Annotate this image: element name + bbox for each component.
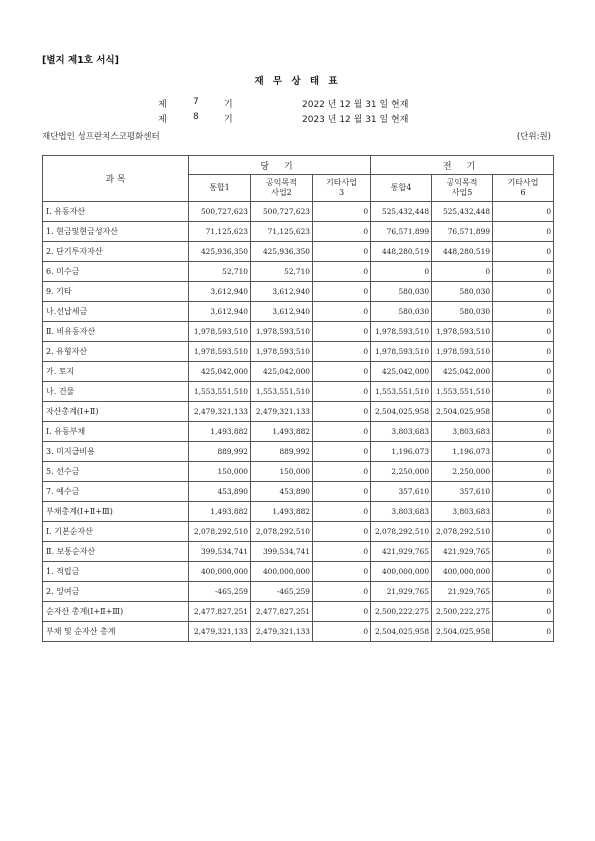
table-row [43,262,554,282]
amount-cell: 0 [493,282,554,302]
table-row [43,362,554,382]
amount-cell: 421,929,765 [432,542,493,562]
row-label: 2. 유형자산 [43,342,189,362]
amount-cell: 453,890 [189,482,251,502]
table-row [43,282,554,302]
period-prefix: 제 [158,115,167,125]
amount-cell: 399,534,741 [189,542,251,562]
form-label: [별지 제1호 서식] [42,55,119,66]
table-row [43,202,554,222]
amount-cell: 525,432,448 [371,202,432,222]
amount-cell: 1,978,593,510 [251,342,313,362]
amount-cell: 1,553,551,510 [432,382,493,402]
amount-cell: 0 [313,502,371,522]
amount-cell: 0 [313,382,371,402]
table-row [43,322,554,342]
amount-cell: 0 [493,502,554,522]
amount-cell: 0 [313,362,371,382]
amount-cell: 2,250,000 [371,462,432,482]
amount-cell: 0 [313,582,371,602]
amount-cell: 0 [313,522,371,542]
table-row [43,442,554,462]
amount-cell: 425,936,350 [251,242,313,262]
amount-cell: 889,992 [251,442,313,462]
amount-cell: 0 [493,402,554,422]
amount-cell: 2,500,222,275 [371,602,432,622]
amount-cell: 0 [313,322,371,342]
amount-cell: 357,610 [371,482,432,502]
amount-cell: 0 [313,482,371,502]
table-row [43,402,554,422]
row-label: 9. 기타 [43,282,189,302]
amount-cell: -465,259 [189,582,251,602]
period-date: 2022 년 12 월 31 일 현재 [302,100,409,110]
row-label: 1. 현금및현금성자산 [43,222,189,242]
amount-cell: 2,078,292,510 [371,522,432,542]
period-number: 8 [193,112,199,122]
table-row [43,542,554,562]
amount-cell: 448,280,519 [371,242,432,262]
amount-cell: 0 [313,462,371,482]
amount-cell: 1,978,593,510 [371,342,432,362]
table-row [43,422,554,442]
amount-cell: 71,125,623 [189,222,251,242]
amount-cell: 580,030 [432,282,493,302]
amount-cell: 425,936,350 [189,242,251,262]
table-row [43,522,554,542]
amount-cell: 2,078,292,510 [251,522,313,542]
row-label: 3. 미지급비용 [43,442,189,462]
amount-cell: 52,710 [189,262,251,282]
amount-cell: 2,078,292,510 [432,522,493,542]
row-label: 5. 선수금 [43,462,189,482]
amount-cell: 3,612,940 [189,282,251,302]
row-label: 자산총계(Ⅰ+Ⅱ) [43,402,189,422]
previous-period-header: 전 기 [371,156,554,175]
amount-cell: 3,803,683 [371,422,432,442]
row-label: 나. 건물 [43,382,189,402]
table-row [43,502,554,522]
amount-cell: 1,978,593,510 [432,322,493,342]
period-row-previous [0,112,595,126]
column-header: 기타사업 3 [313,175,371,202]
column-header: 공익목적 사업5 [432,175,493,202]
organization-name: 재단법인 성프란치스코평화센터 [42,132,160,142]
amount-cell: 1,978,593,510 [371,322,432,342]
amount-cell: 0 [313,562,371,582]
amount-cell: 357,610 [432,482,493,502]
amount-cell: 0 [493,222,554,242]
amount-cell: 0 [493,382,554,402]
amount-cell: 1,553,551,510 [251,382,313,402]
amount-cell: 3,612,940 [189,302,251,322]
amount-cell: 0 [493,422,554,442]
amount-cell: 0 [493,362,554,382]
row-label: Ⅰ. 유동자산 [43,202,189,222]
amount-cell: 580,030 [371,302,432,322]
amount-cell: 399,534,741 [251,542,313,562]
table-row [43,302,554,322]
amount-cell: 2,078,292,510 [189,522,251,542]
amount-cell: 425,042,000 [371,362,432,382]
amount-cell: 150,000 [189,462,251,482]
amount-cell: 1,978,593,510 [432,342,493,362]
row-label: Ⅰ. 유동부채 [43,422,189,442]
table-row [43,382,554,402]
amount-cell: 0 [493,602,554,622]
amount-cell: 2,479,321,133 [251,622,313,642]
amount-cell: 453,890 [251,482,313,502]
table-row [43,482,554,502]
row-label: Ⅱ. 보통순자산 [43,542,189,562]
amount-cell: 0 [493,242,554,262]
amount-cell: 0 [313,282,371,302]
row-label: 가. 토지 [43,362,189,382]
table-row [43,582,554,602]
amount-cell: 1,493,882 [251,422,313,442]
row-label: 7. 예수금 [43,482,189,502]
amount-cell: 425,042,000 [251,362,313,382]
row-label: 1. 적립금 [43,562,189,582]
column-header: 통합1 [189,175,251,202]
amount-cell: 0 [313,442,371,462]
amount-cell: 21,929,765 [371,582,432,602]
category-header: 과 목 [43,156,189,202]
document-title: 재 무 상 태 표 [254,76,341,87]
amount-cell: 0 [313,542,371,562]
amount-cell: 400,000,000 [371,562,432,582]
amount-cell: 0 [313,402,371,422]
amount-cell: 0 [493,462,554,482]
amount-cell: 0 [493,342,554,362]
amount-cell: 1,978,593,510 [189,322,251,342]
amount-cell: 0 [313,242,371,262]
amount-cell: 580,030 [371,282,432,302]
amount-cell: 3,803,683 [432,502,493,522]
amount-cell: 0 [432,262,493,282]
period-suffix: 기 [224,115,233,125]
period-date: 2023 년 12 월 31 일 현재 [302,115,409,125]
table-row [43,342,554,362]
amount-cell: 1,493,882 [189,422,251,442]
amount-cell: 0 [313,422,371,442]
amount-cell: 0 [313,622,371,642]
amount-cell: 425,042,000 [432,362,493,382]
row-label: 2. 잉여금 [43,582,189,602]
table-row [43,622,554,642]
amount-cell: 400,000,000 [189,562,251,582]
amount-cell: 2,250,000 [432,462,493,482]
amount-cell: 0 [313,222,371,242]
unit-label: (단위:원) [516,132,551,142]
table-row [43,602,554,622]
amount-cell: 0 [313,602,371,622]
amount-cell: 0 [493,542,554,562]
table-row [43,222,554,242]
amount-cell: 448,280,519 [432,242,493,262]
amount-cell: 889,992 [189,442,251,462]
current-period-header: 당 기 [189,156,371,175]
row-label: 6. 미수금 [43,262,189,282]
column-header: 기타사업 6 [493,175,554,202]
column-header: 통합4 [371,175,432,202]
amount-cell: 425,042,000 [189,362,251,382]
column-header: 공익목적 사업2 [251,175,313,202]
amount-cell: 1,196,073 [371,442,432,462]
amount-cell: 0 [313,302,371,322]
amount-cell: 1,978,593,510 [251,322,313,342]
amount-cell: 3,803,683 [371,502,432,522]
amount-cell: 1,493,882 [189,502,251,522]
amount-cell: 0 [493,562,554,582]
amount-cell: 3,612,940 [251,282,313,302]
period-number: 7 [193,97,199,107]
amount-cell: 0 [493,622,554,642]
amount-cell: 0 [493,582,554,602]
amount-cell: 3,612,940 [251,302,313,322]
amount-cell: 2,504,025,958 [432,622,493,642]
table-row [43,462,554,482]
amount-cell: 580,030 [432,302,493,322]
amount-cell: 0 [493,302,554,322]
amount-cell: 0 [313,342,371,362]
row-label: Ⅱ. 비유동자산 [43,322,189,342]
amount-cell: 0 [493,482,554,502]
amount-cell: 2,479,321,133 [251,402,313,422]
amount-cell: 3,803,683 [432,422,493,442]
amount-cell: 2,504,025,958 [371,622,432,642]
amount-cell: 400,000,000 [251,562,313,582]
amount-cell: 1,493,882 [251,502,313,522]
amount-cell: 2,477,827,251 [251,602,313,622]
amount-cell: 525,432,448 [432,202,493,222]
table-row [43,562,554,582]
amount-cell: 2,479,321,133 [189,622,251,642]
row-label: 순자산 총계(Ⅰ+Ⅱ+Ⅲ) [43,602,189,622]
amount-cell: 400,000,000 [432,562,493,582]
amount-cell: 500,727,623 [251,202,313,222]
amount-cell: 52,710 [251,262,313,282]
amount-cell: 1,553,551,510 [371,382,432,402]
amount-cell: 0 [493,442,554,462]
row-label: 부채총계(Ⅰ+Ⅱ+Ⅲ) [43,502,189,522]
amount-cell: 0 [493,322,554,342]
amount-cell: 1,553,551,510 [189,382,251,402]
amount-cell: -465,259 [251,582,313,602]
amount-cell: 0 [493,522,554,542]
amount-cell: 0 [313,262,371,282]
amount-cell: 0 [493,262,554,282]
row-label: 나.선납세금 [43,302,189,322]
amount-cell: 421,929,765 [371,542,432,562]
amount-cell: 1,196,073 [432,442,493,462]
amount-cell: 21,929,765 [432,582,493,602]
row-label: 부채 및 순자산 총계 [43,622,189,642]
amount-cell: 2,479,321,133 [189,402,251,422]
period-row-current [0,97,595,111]
amount-cell: 1,978,593,510 [189,342,251,362]
table-row [43,242,554,262]
row-label: Ⅰ. 기본순자산 [43,522,189,542]
amount-cell: 0 [313,202,371,222]
amount-cell: 76,571,899 [432,222,493,242]
amount-cell: 2,504,025,958 [371,402,432,422]
amount-cell: 500,727,623 [189,202,251,222]
amount-cell: 0 [371,262,432,282]
amount-cell: 150,000 [251,462,313,482]
amount-cell: 0 [493,202,554,222]
amount-cell: 76,571,899 [371,222,432,242]
amount-cell: 71,125,623 [251,222,313,242]
period-prefix: 제 [158,100,167,110]
row-label: 2. 단기투자자산 [43,242,189,262]
financial-statement-table [42,155,554,642]
amount-cell: 2,504,025,958 [432,402,493,422]
amount-cell: 2,477,827,251 [189,602,251,622]
amount-cell: 2,500,222,275 [432,602,493,622]
period-suffix: 기 [224,100,233,110]
